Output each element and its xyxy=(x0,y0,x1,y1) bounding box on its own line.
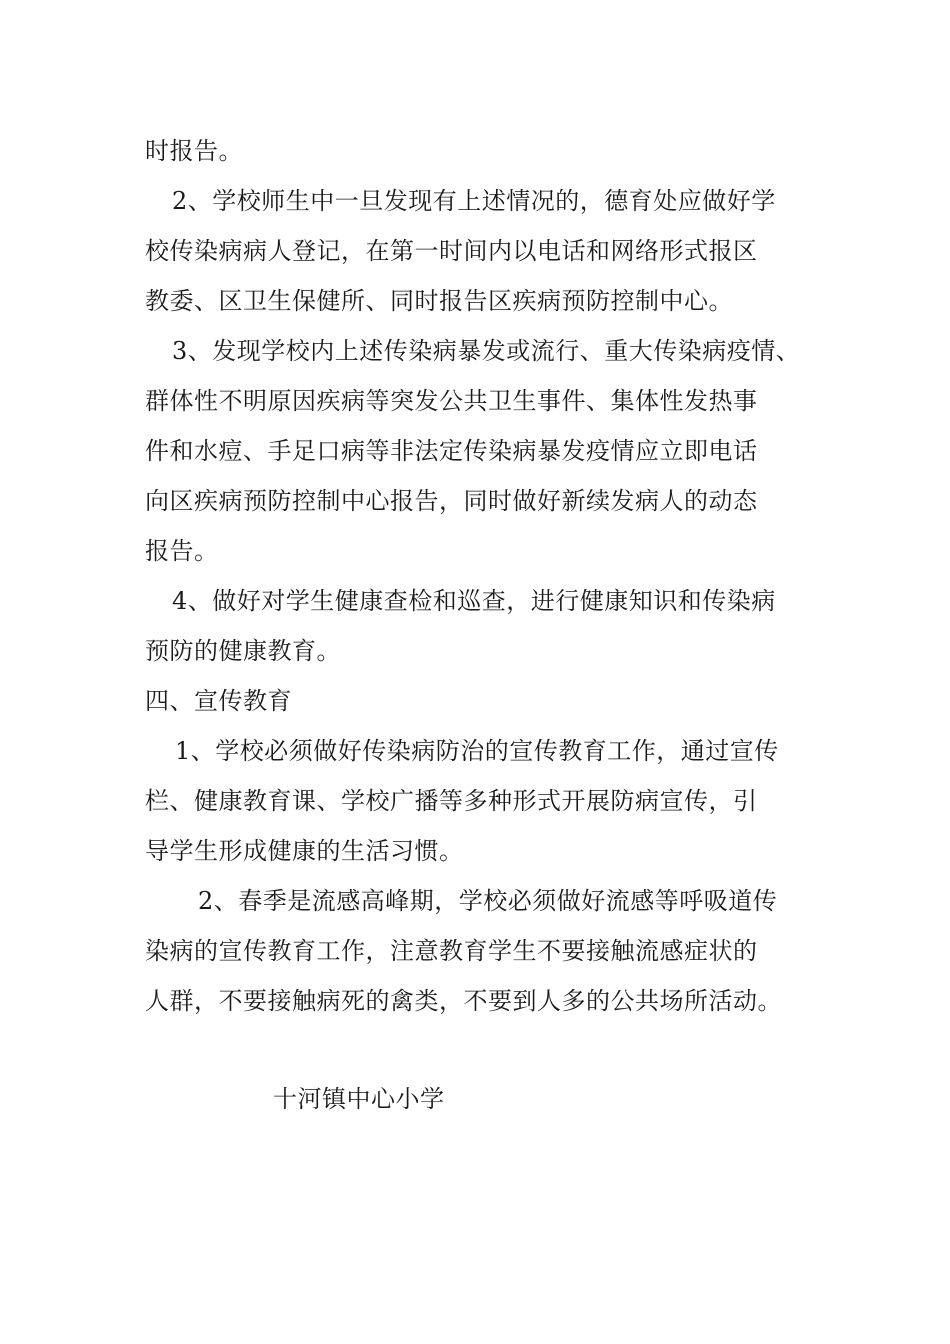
text-line: 人群，不要接触病死的禽类，不要到人多的公共场所活动。 xyxy=(145,987,782,1015)
text-line: 时报告。 xyxy=(145,137,243,165)
text-line: 1、学校必须做好传染病防治的宣传教育工作，通过宣传 xyxy=(175,737,779,765)
signature: 十河镇中心小学 xyxy=(273,1085,445,1113)
text-line: 2、学校师生中一旦发现有上述情况的，德育处应做好学 xyxy=(172,187,776,215)
text-line: 2、春季是流感高峰期，学校必须做好流感等呼吸道传 xyxy=(198,887,778,915)
text-line: 栏、健康教育课、学校广播等多种形式开展防病宣传，引 xyxy=(145,787,758,815)
text-line: 预防的健康教育。 xyxy=(145,637,341,665)
text-line: 件和水痘、手足口病等非法定传染病暴发疫情应立即电话 xyxy=(145,437,758,465)
text-line: 4、做好对学生健康查检和巡查，进行健康知识和传染病 xyxy=(172,587,776,615)
text-line: 3、发现学校内上述传染病暴发或流行、重大传染病疫情、 xyxy=(172,337,801,365)
text-line: 向区疾病预防控制中心报告，同时做好新续发病人的动态 xyxy=(145,487,758,515)
text-line: 校传染病病人登记，在第一时间内以电话和网络形式报区 xyxy=(145,237,758,265)
text-line: 教委、区卫生保健所、同时报告区疾病预防控制中心。 xyxy=(145,287,733,315)
section-heading: 四、宣传教育 xyxy=(145,687,292,715)
text-line: 报告。 xyxy=(145,537,219,565)
text-line: 染病的宣传教育工作，注意教育学生不要接触流感症状的 xyxy=(145,937,758,965)
text-line: 导学生形成健康的生活习惯。 xyxy=(145,837,464,865)
text-line: 群体性不明原因疾病等突发公共卫生事件、集体性发热事 xyxy=(145,387,758,415)
